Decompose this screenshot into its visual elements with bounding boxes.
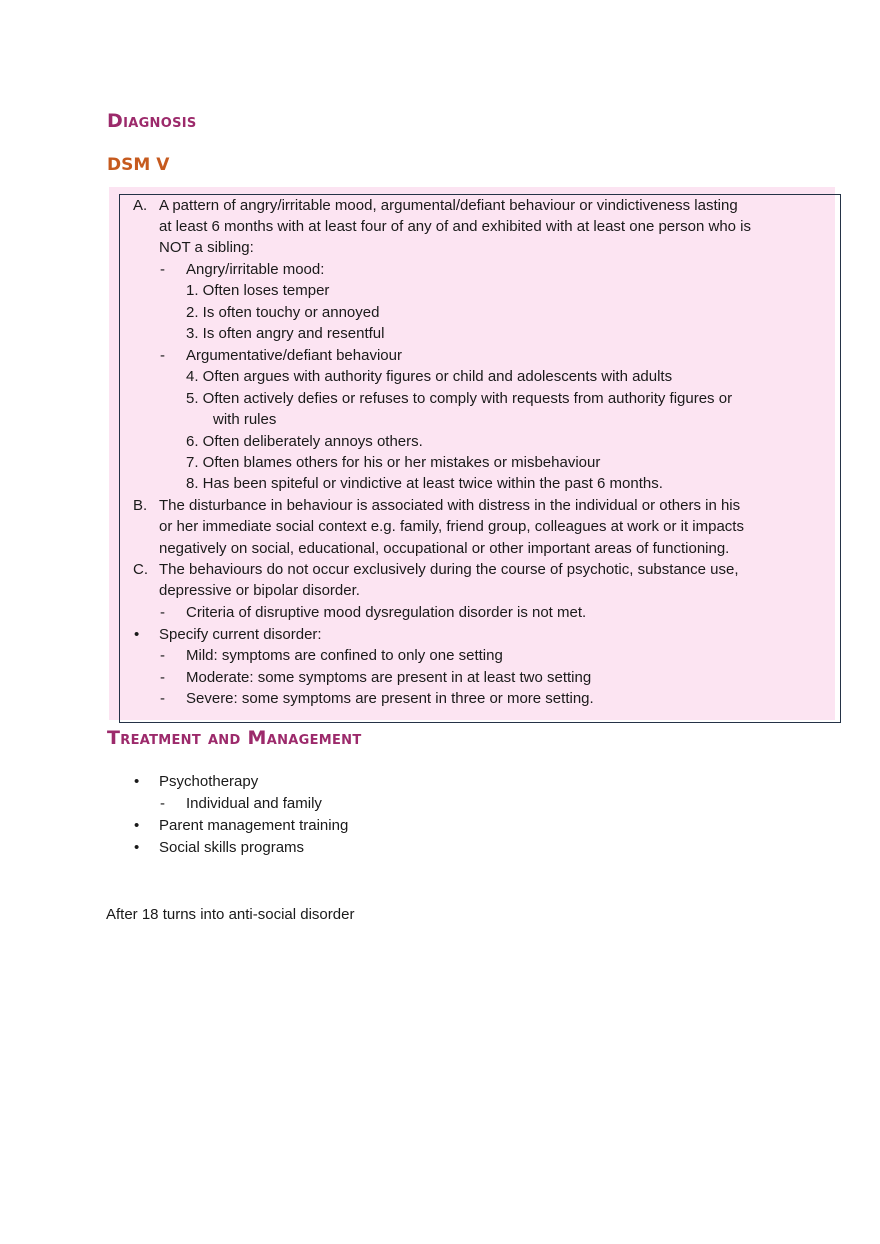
treatment-item: Social skills programs: [159, 839, 305, 856]
closing-note: After 18 turns into anti-social disorder: [106, 906, 355, 923]
behaviour-item-continued: with rules: [213, 411, 277, 428]
bullet-marker: •: [134, 626, 140, 643]
specify-item: Mild: symptoms are confined to only one setting: [186, 647, 503, 664]
mood-item: 1. Often loses temper: [186, 282, 330, 299]
dsm-subheading: DSM V: [107, 155, 170, 175]
behaviour-item: 6. Often deliberately annoys others.: [186, 433, 423, 450]
specify-heading: Specify current disorder:: [159, 626, 322, 643]
dash-marker: -: [160, 604, 165, 621]
behaviour-item: 7. Often blames others for his or her mistakes or misbehaviour: [186, 454, 601, 471]
criterion-c-line: The behaviours do not occur exclusively during the course of psychotic, substance use,: [159, 561, 739, 578]
criterion-a-marker: A.: [133, 197, 148, 214]
treatment-item: Parent management training: [159, 817, 349, 834]
mood-item: 2. Is often touchy or annoyed: [186, 304, 380, 321]
bullet-marker: •: [134, 773, 140, 790]
dash-marker: -: [160, 647, 165, 664]
specify-item: Moderate: some symptoms are present in at least two setting: [186, 669, 592, 686]
behaviour-item: 4. Often argues with authority figures or child and adolescents with adults: [186, 368, 673, 385]
criterion-c-sub: Criteria of disruptive mood dysregulation disorder is not met.: [186, 604, 587, 621]
behaviour-item: 8. Has been spiteful or vindictive at least twice within the past 6 months.: [186, 475, 663, 492]
bullet-marker: •: [134, 817, 140, 834]
criterion-c-line: depressive or bipolar disorder.: [159, 582, 360, 599]
behaviour-heading: Argumentative/defiant behaviour: [186, 347, 402, 364]
dash-marker: -: [160, 690, 165, 707]
treatment-heading: Treatment and Management: [107, 727, 362, 749]
treatment-subitem: Individual and family: [186, 795, 322, 812]
criterion-b-line: negatively on social, educational, occupational or other important areas of functioning.: [159, 540, 730, 557]
dash-marker: -: [160, 347, 165, 364]
behaviour-item: 5. Often actively defies or refuses to comply with requests from authority figures or: [186, 390, 733, 407]
diagnosis-heading: Diagnosis: [107, 110, 197, 132]
mood-item: 3. Is often angry and resentful: [186, 325, 385, 342]
bullet-marker: •: [134, 839, 140, 856]
dash-marker: -: [160, 261, 165, 278]
criterion-b-line: The disturbance in behaviour is associated with distress in the individual or others in his: [159, 497, 741, 514]
criterion-b-line: or her immediate social context e.g. family, friend group, colleagues at work or it impacts: [159, 518, 744, 535]
dash-marker: -: [160, 669, 165, 686]
dash-marker: -: [160, 795, 165, 812]
criterion-a-line: NOT a sibling:: [159, 239, 254, 256]
criterion-b-marker: B.: [133, 497, 148, 514]
specify-item: Severe: some symptoms are present in three or more setting.: [186, 690, 594, 707]
criterion-a-line: A pattern of angry/irritable mood, argumental/defiant behaviour or vindictiveness lasting: [159, 197, 738, 214]
criterion-c-marker: C.: [133, 561, 148, 578]
criterion-a-line: at least 6 months with at least four of any of and exhibited with at least one person who is: [159, 218, 752, 235]
mood-heading: Angry/irritable mood:: [186, 261, 325, 278]
treatment-item: Psychotherapy: [159, 773, 259, 790]
